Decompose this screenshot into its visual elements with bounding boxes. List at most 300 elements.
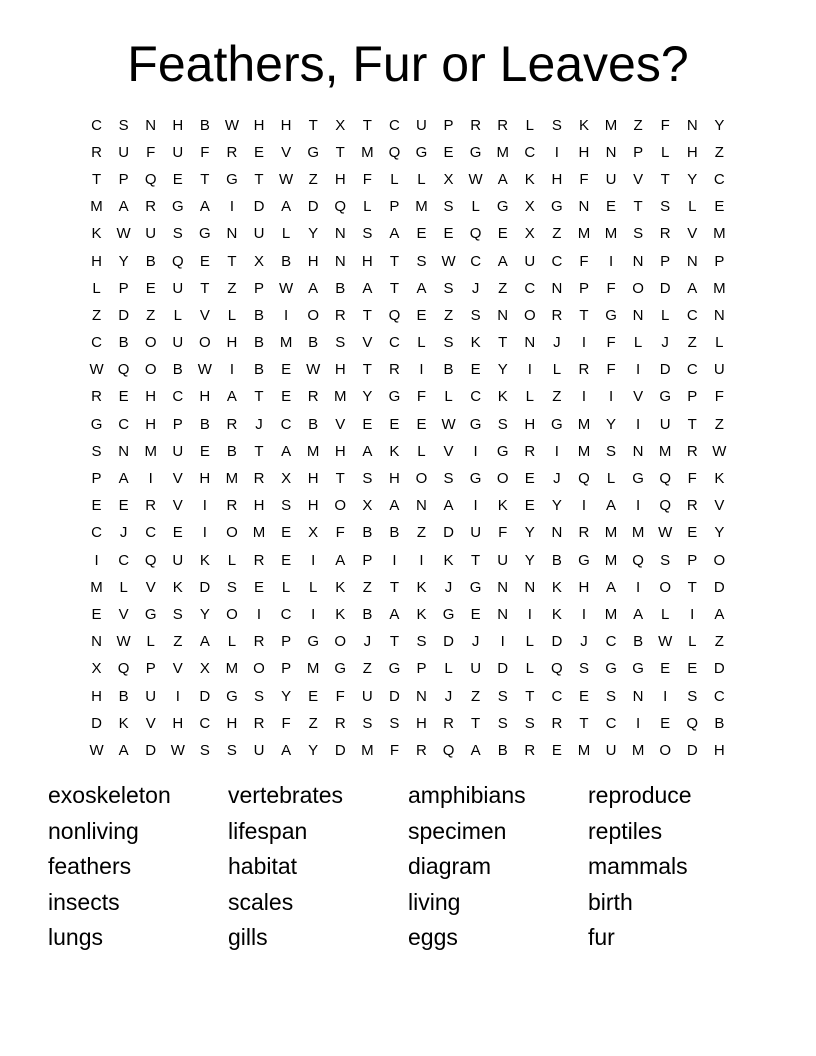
grid-letter: I	[284, 306, 289, 324]
grid-letter: A	[281, 198, 292, 216]
grid-letter: U	[605, 170, 617, 188]
grid-letter: P	[91, 470, 102, 488]
grid-letter: Y	[524, 551, 535, 569]
grid-letter: C	[470, 252, 482, 270]
word-bank-item: exoskeleton	[48, 782, 171, 808]
grid-letter: A	[362, 442, 373, 460]
grid-letter: E	[578, 687, 589, 705]
grid-letter: H	[91, 687, 102, 705]
grid-letter: V	[687, 225, 698, 243]
grid-letter: S	[281, 497, 292, 515]
grid-letter: C	[91, 116, 102, 134]
word-bank-item: nonliving	[48, 817, 139, 844]
grid-letter: E	[91, 497, 102, 515]
grid-letter: H	[307, 252, 319, 270]
grid-letter: E	[389, 415, 400, 433]
grid-row	[83, 357, 733, 384]
grid-letter: D	[713, 660, 725, 678]
grid-letter: V	[118, 605, 129, 623]
grid-letter: D	[145, 741, 157, 759]
grid-letter: U	[172, 551, 184, 569]
grid-letter: T	[633, 198, 643, 216]
grid-letter: S	[254, 687, 265, 705]
grid-row	[83, 112, 733, 139]
grid-letter: G	[605, 306, 617, 324]
grid-row	[83, 275, 733, 302]
grid-letter: C	[199, 714, 211, 732]
grid-letter: G	[334, 660, 347, 678]
grid-letter: V	[633, 170, 644, 188]
grid-letter: Z	[443, 306, 454, 324]
grid-letter: H	[280, 116, 292, 134]
grid-letter: T	[254, 170, 264, 188]
grid-letter: V	[172, 497, 183, 515]
grid-letter: E	[118, 388, 129, 406]
word-bank-item: birth	[588, 888, 633, 915]
grid-letter: S	[226, 741, 237, 759]
grid-letter: S	[226, 578, 237, 596]
grid-letter: K	[551, 605, 562, 623]
grid-letter: C	[551, 687, 563, 705]
grid-letter: S	[362, 225, 373, 243]
grid-letter: M	[415, 198, 428, 216]
grid-letter: P	[172, 415, 183, 433]
grid-letter: G	[90, 415, 103, 433]
grid-letter: M	[306, 442, 320, 460]
grid-letter: R	[91, 388, 102, 406]
word-bank-column	[408, 778, 588, 956]
grid-letter: N	[497, 578, 509, 596]
grid-letter: N	[632, 442, 644, 460]
grid-letter: M	[144, 442, 157, 460]
grid-letter: R	[226, 415, 238, 433]
grid-letter: T	[200, 279, 210, 297]
grid-letter: G	[388, 660, 401, 678]
grid-letter: E	[443, 225, 454, 243]
grid-letter: H	[524, 415, 536, 433]
grid-letter: W	[197, 361, 212, 379]
grid-letter: C	[91, 524, 102, 542]
grid-letter: E	[254, 143, 265, 161]
grid-letter: H	[551, 170, 563, 188]
grid-letter: P	[633, 143, 644, 161]
grid-letter: H	[172, 714, 184, 732]
grid-letter: T	[389, 578, 399, 596]
grid-letter: B	[551, 551, 562, 569]
grid-letter: H	[91, 252, 102, 270]
grid-letter: T	[389, 279, 399, 297]
grid-row	[83, 139, 733, 166]
grid-letter: K	[335, 605, 346, 623]
grid-letter: S	[443, 198, 454, 216]
grid-letter: T	[308, 116, 318, 134]
grid-letter: S	[551, 116, 562, 134]
grid-letter: X	[524, 225, 535, 243]
grid-letter: C	[280, 415, 292, 433]
grid-letter: T	[498, 334, 508, 352]
grid-letter: P	[687, 388, 698, 406]
grid-letter: I	[581, 334, 587, 352]
grid-letter: R	[443, 714, 454, 732]
grid-letter: D	[659, 361, 671, 379]
grid-letter: I	[636, 714, 641, 732]
grid-letter: N	[226, 225, 238, 243]
grid-letter: S	[470, 306, 481, 324]
grid-letter: C	[172, 388, 184, 406]
grid-letter: U	[713, 361, 725, 379]
word-bank-item: amphibians	[408, 782, 526, 808]
grid-letter: K	[172, 578, 183, 596]
grid-letter: M	[279, 334, 293, 352]
grid-letter: Z	[91, 306, 102, 324]
grid-letter: L	[227, 633, 237, 651]
grid-letter: Q	[117, 361, 130, 379]
grid-letter: T	[362, 116, 372, 134]
grid-letter: I	[581, 497, 587, 515]
grid-letter: U	[659, 415, 671, 433]
grid-letter: Q	[632, 551, 644, 569]
grid-letter: W	[116, 225, 131, 243]
grid-letter: K	[551, 578, 562, 596]
grid-letter: D	[253, 198, 265, 216]
grid-letter: S	[335, 334, 346, 352]
grid-letter: H	[578, 578, 590, 596]
grid-letter: F	[281, 714, 291, 732]
grid-letter: O	[307, 306, 319, 324]
word-bank-item: living	[408, 888, 461, 915]
grid-letter: R	[91, 143, 102, 161]
grid-letter: L	[173, 306, 182, 324]
word-bank-item: specimen	[408, 817, 507, 844]
grid-letter: H	[253, 116, 265, 134]
grid-letter: P	[389, 198, 400, 216]
grid-letter: V	[172, 470, 183, 488]
word-bank-item: scales	[228, 888, 294, 915]
grid-letter: G	[469, 578, 482, 596]
grid-letter: M	[496, 143, 509, 161]
grid-letter: F	[606, 334, 616, 352]
grid-letter: D	[551, 633, 563, 651]
grid-letter: P	[118, 170, 129, 188]
grid-letter: Z	[227, 279, 237, 297]
grid-letter: O	[226, 524, 238, 542]
grid-letter: I	[148, 470, 153, 488]
grid-letter: E	[687, 660, 698, 678]
grid-letter: J	[255, 415, 263, 433]
grid-letter: L	[661, 143, 670, 161]
grid-letter: S	[497, 415, 508, 433]
grid-letter: A	[443, 497, 454, 515]
grid-letter: E	[660, 660, 671, 678]
grid-letter: S	[416, 252, 427, 270]
grid-letter: Y	[714, 116, 725, 134]
grid-letter: F	[335, 687, 345, 705]
grid-letter: P	[254, 279, 265, 297]
grid-letter: F	[579, 170, 589, 188]
grid-row	[83, 221, 733, 248]
grid-letter: W	[658, 633, 673, 651]
grid-letter: Z	[416, 524, 427, 542]
grid-letter: K	[199, 551, 210, 569]
grid-letter: G	[605, 660, 617, 678]
grid-letter: W	[712, 442, 727, 460]
grid-letter: L	[633, 334, 643, 352]
grid-letter: M	[631, 741, 645, 759]
grid-letter: T	[254, 388, 264, 406]
grid-letter: K	[497, 388, 508, 406]
grid-letter: Z	[687, 334, 697, 352]
grid-letter: J	[119, 524, 128, 542]
grid-letter: Z	[362, 578, 372, 596]
grid-letter: Q	[442, 741, 455, 759]
grid-letter: L	[281, 578, 291, 596]
grid-letter: H	[686, 143, 698, 161]
grid-letter: X	[335, 116, 346, 134]
grid-letter: Z	[173, 633, 183, 651]
grid-letter: E	[416, 306, 427, 324]
grid-letter: T	[335, 143, 345, 161]
grid-letter: E	[687, 524, 698, 542]
grid-letter: B	[254, 334, 265, 352]
grid-letter: V	[443, 442, 454, 460]
grid-letter: R	[470, 116, 482, 134]
grid-letter: U	[416, 116, 427, 134]
grid-letter: L	[661, 306, 670, 324]
grid-letter: I	[500, 633, 505, 651]
grid-letter: G	[226, 170, 238, 188]
grid-letter: K	[416, 605, 427, 623]
grid-row	[83, 302, 733, 329]
grid-letter: G	[578, 551, 590, 569]
grid-letter: S	[578, 660, 589, 678]
grid-letter: W	[279, 279, 294, 297]
grid-letter: D	[443, 633, 454, 651]
grid-letter: H	[253, 497, 265, 515]
grid-letter: P	[714, 252, 725, 270]
grid-letter: H	[334, 442, 346, 460]
grid-letter: L	[308, 578, 318, 596]
grid-letter: B	[308, 415, 319, 433]
grid-letter: F	[606, 361, 616, 379]
grid-letter: L	[606, 470, 616, 488]
grid-letter: C	[713, 687, 725, 705]
grid-letter: I	[636, 578, 641, 596]
grid-letter: X	[308, 524, 319, 542]
grid-letter: Q	[144, 170, 157, 188]
grid-letter: L	[525, 388, 534, 406]
grid-letter: Z	[308, 714, 318, 732]
grid-letter: U	[118, 143, 130, 161]
grid-letter: I	[473, 497, 478, 515]
grid-letter: R	[253, 470, 265, 488]
grid-letter: I	[581, 605, 587, 623]
grid-letter: F	[687, 470, 697, 488]
grid-letter: K	[714, 470, 725, 488]
grid-letter: M	[658, 442, 672, 460]
grid-letter: Y	[551, 497, 562, 515]
grid-letter: I	[690, 605, 695, 623]
grid-letter: R	[551, 714, 563, 732]
grid-letter: U	[172, 143, 184, 161]
grid-letter: E	[145, 279, 156, 297]
grid-letter: O	[659, 578, 672, 596]
grid-letter: S	[633, 225, 644, 243]
grid-row	[83, 411, 733, 438]
grid-letter: S	[199, 741, 210, 759]
grid-letter: J	[444, 578, 453, 596]
grid-letter: A	[497, 170, 508, 188]
grid-letter: H	[226, 334, 238, 352]
grid-letter: N	[334, 252, 346, 270]
grid-letter: W	[441, 252, 456, 270]
grid-letter: L	[417, 170, 426, 188]
grid-letter: F	[362, 170, 372, 188]
grid-letter: H	[388, 470, 400, 488]
grid-letter: I	[94, 551, 99, 569]
grid-letter: D	[91, 714, 102, 732]
grid-letter: G	[469, 470, 482, 488]
grid-letter: S	[389, 714, 400, 732]
grid-letter: H	[361, 252, 373, 270]
grid-letter: A	[606, 578, 617, 596]
grid-letter: J	[553, 334, 561, 352]
grid-letter: H	[145, 415, 157, 433]
grid-row	[83, 520, 733, 547]
grid-letter: V	[145, 714, 156, 732]
grid-letter: T	[660, 170, 670, 188]
grid-letter: Y	[281, 687, 292, 705]
grid-letter: Z	[498, 279, 508, 297]
grid-letter: I	[527, 361, 532, 379]
grid-letter: O	[632, 279, 644, 297]
grid-letter: N	[551, 279, 563, 297]
grid-letter: G	[551, 198, 563, 216]
grid-letter: R	[686, 442, 698, 460]
grid-letter: D	[334, 741, 346, 759]
grid-letter: Z	[471, 687, 481, 705]
grid-letter: N	[497, 306, 509, 324]
grid-letter: F	[714, 388, 724, 406]
grid-row	[83, 465, 733, 492]
grid-letter: P	[687, 551, 698, 569]
grid-letter: A	[118, 741, 129, 759]
grid-letter: B	[497, 741, 508, 759]
grid-letter: S	[416, 633, 427, 651]
word-bank-item: diagram	[408, 853, 492, 880]
grid-letter: A	[199, 633, 210, 651]
grid-letter: E	[281, 388, 292, 406]
grid-letter: B	[199, 415, 210, 433]
grid-letter: W	[89, 361, 104, 379]
grid-letter: U	[470, 524, 482, 542]
grid-letter: M	[604, 116, 618, 134]
grid-letter: A	[606, 497, 617, 515]
grid-letter: O	[253, 660, 265, 678]
grid-letter: G	[307, 143, 319, 161]
grid-letter: U	[172, 334, 184, 352]
grid-letter: T	[389, 633, 399, 651]
grid-letter: L	[525, 633, 534, 651]
grid-letter: A	[226, 388, 237, 406]
grid-letter: C	[524, 143, 536, 161]
grid-letter: E	[443, 143, 454, 161]
grid-letter: S	[91, 442, 102, 460]
grid-letter: L	[444, 388, 453, 406]
grid-letter: C	[551, 252, 563, 270]
grid-letter: E	[172, 524, 183, 542]
grid-letter: B	[281, 252, 292, 270]
grid-letter: D	[388, 687, 400, 705]
grid-letter: S	[606, 687, 617, 705]
grid-letter: Z	[714, 415, 724, 433]
grid-letter: L	[119, 578, 128, 596]
grid-letter: N	[145, 116, 157, 134]
grid-letter: T	[687, 578, 697, 596]
grid-letter: I	[311, 605, 316, 623]
grid-letter: V	[281, 143, 292, 161]
grid-letter: Q	[469, 225, 482, 243]
grid-letter: F	[606, 279, 616, 297]
grid-letter: Q	[551, 660, 563, 678]
grid-letter: J	[661, 334, 669, 352]
grid-letter: C	[118, 551, 130, 569]
grid-letter: E	[470, 605, 481, 623]
word-bank-item: mammals	[588, 853, 688, 880]
grid-letter: G	[496, 198, 509, 216]
grid-letter: C	[280, 605, 292, 623]
grid-row	[83, 574, 733, 601]
page-title: Feathers, Fur or Leaves?	[127, 36, 689, 92]
grid-letter: H	[145, 388, 157, 406]
grid-letter: C	[388, 334, 400, 352]
grid-letter: Y	[118, 252, 129, 270]
grid-letter: I	[608, 388, 614, 406]
grid-letter: O	[659, 741, 672, 759]
grid-letter: Y	[606, 415, 617, 433]
grid-letter: B	[443, 361, 454, 379]
grid-letter: S	[443, 470, 454, 488]
grid-letter: E	[551, 741, 562, 759]
grid-letter: R	[226, 497, 238, 515]
grid-letter: M	[713, 225, 726, 243]
grid-letter: O	[415, 470, 428, 488]
word-bank-column	[48, 778, 228, 956]
grid-letter: M	[252, 524, 266, 542]
grid-letter: I	[419, 551, 424, 569]
grid-letter: A	[118, 470, 129, 488]
grid-letter: H	[307, 470, 319, 488]
grid-letter: A	[687, 279, 698, 297]
grid-letter: T	[227, 252, 237, 270]
grid-letter: E	[199, 252, 210, 270]
word-bank-item: reptiles	[588, 817, 663, 844]
grid-letter: C	[686, 361, 698, 379]
grid-letter: N	[91, 633, 102, 651]
grid-letter: O	[199, 334, 211, 352]
grid-letter: B	[308, 334, 319, 352]
grid-letter: P	[145, 660, 156, 678]
grid-letter: S	[172, 605, 183, 623]
grid-letter: L	[417, 334, 426, 352]
grid-letter: E	[606, 198, 617, 216]
grid-letter: V	[633, 388, 644, 406]
grid-letter: E	[172, 170, 183, 188]
grid-letter: M	[631, 524, 645, 542]
grid-letter: B	[145, 252, 156, 270]
grid-letter: Z	[146, 306, 156, 324]
grid-letter: H	[172, 116, 184, 134]
grid-letter: B	[226, 442, 237, 460]
